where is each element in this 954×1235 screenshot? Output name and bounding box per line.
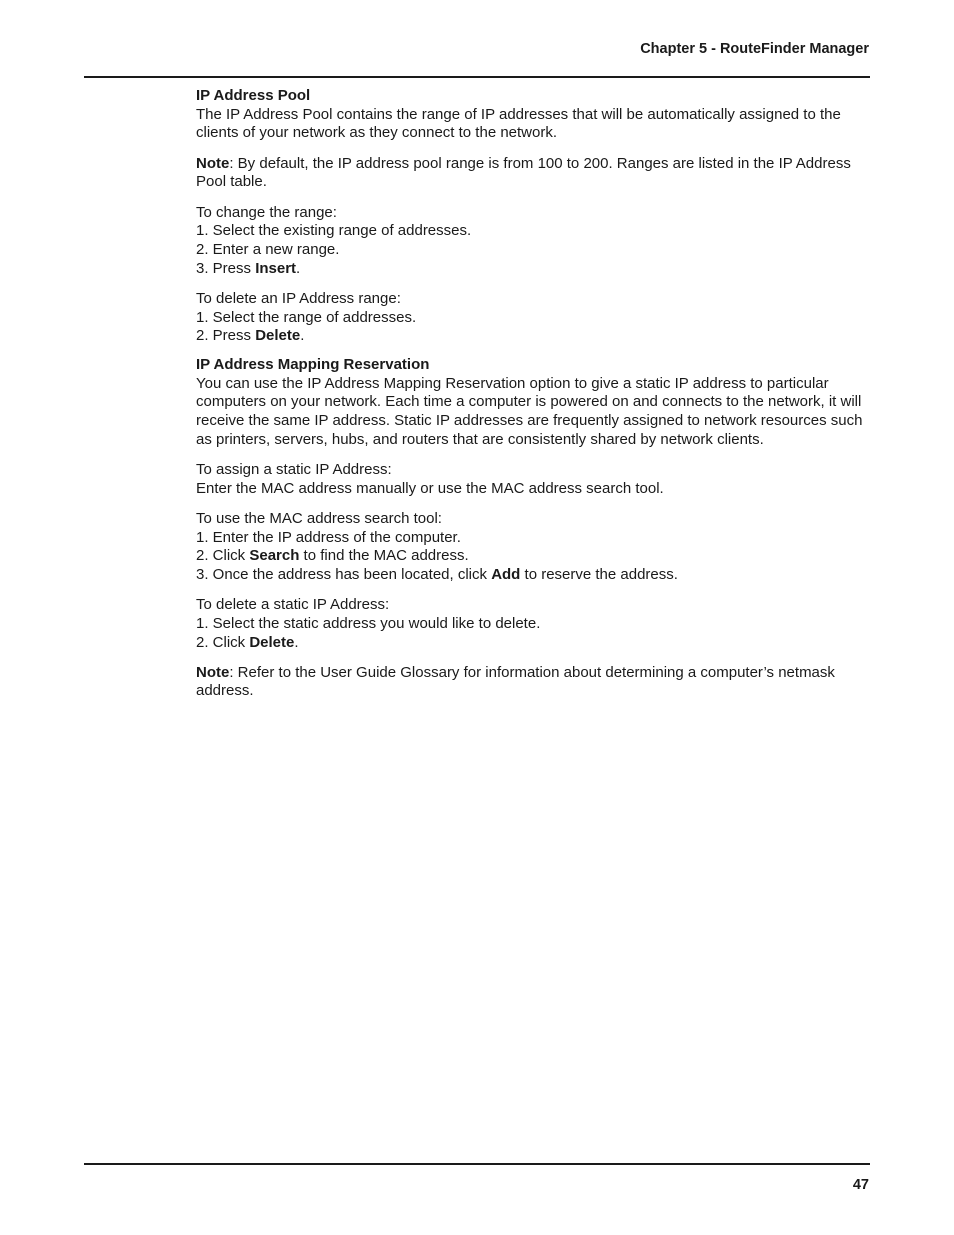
delete-label: Delete	[255, 327, 301, 345]
change-range-step-3-post: .	[296, 259, 301, 277]
delete-static-label: Delete	[249, 633, 295, 651]
search-label: Search	[249, 547, 300, 565]
ip-address-pool-heading: IP Address Pool	[196, 87, 311, 104]
add-label: Add	[491, 565, 521, 583]
delete-range-step-2-post: .	[300, 327, 305, 345]
pool-note	[196, 155, 872, 192]
footer-rule	[84, 1163, 870, 1165]
change-range-step-2: 2. Enter a new range.	[196, 240, 340, 258]
delete-static-step-2-post: .	[294, 633, 299, 651]
delete-static-step-1: 1. Select the static address you would like to delete.	[196, 614, 541, 632]
netmask-note	[196, 664, 872, 701]
delete-range-step-2	[196, 327, 872, 346]
mac-search-step-2-post: to find the MAC address.	[299, 547, 469, 565]
ip-mapping-section	[196, 356, 872, 450]
delete-range-step-2-pre: 2. Press	[196, 327, 256, 345]
delete-static-step-2	[196, 634, 872, 653]
ip-mapping-intro: You can use the IP Address Mapping Reservation option to give a static IP address to particular computers on your network. Each time a computer is powered on and connects to the network, it will receive the same IP address. Static IP addresses are frequently assigned to network resources such as printers, servers, hubs, and routers that are consistently shared by network clients.	[196, 374, 863, 448]
change-range-step-3-pre: 3. Press	[196, 259, 256, 277]
pool-note-label: Note	[196, 154, 230, 172]
mac-search-instructions	[196, 510, 872, 585]
change-range-intro: To change the range:	[196, 203, 337, 221]
assign-static-text: Enter the MAC address manually or use the MAC address search tool.	[196, 479, 664, 497]
mac-search-step-3-post: to reserve the address.	[520, 565, 678, 583]
delete-range-instructions	[196, 290, 872, 346]
delete-static-step-2-pre: 2. Click	[196, 633, 250, 651]
page-number: 47	[852, 1177, 869, 1193]
ip-address-pool-section	[196, 87, 872, 143]
change-range-instructions	[196, 204, 872, 279]
assign-static-intro: To assign a static IP Address:	[196, 460, 392, 478]
insert-label: Insert	[255, 259, 297, 277]
mac-search-step-3	[196, 566, 872, 585]
change-range-step-1: 1. Select the existing range of addresses.	[196, 222, 472, 240]
header-rule	[84, 76, 870, 78]
delete-static-instructions	[196, 596, 872, 652]
chapter-title: Chapter 5 - RouteFinder Manager	[640, 41, 869, 57]
netmask-note-text: : Refer to the User Guide Glossary for information about determining a computer’s netmask address.	[196, 663, 835, 700]
delete-range-intro: To delete an IP Address range:	[196, 289, 401, 307]
ip-address-pool-intro: The IP Address Pool contains the range of IP addresses that will be automatically assigned to the clients of your network as they connect to the network.	[196, 105, 841, 142]
ip-mapping-heading: IP Address Mapping Reservation	[196, 355, 430, 373]
delete-static-intro: To delete a static IP Address:	[196, 596, 390, 614]
assign-static-instructions	[196, 461, 872, 498]
mac-search-step-2	[196, 547, 872, 566]
mac-search-step-2-pre: 2. Click	[196, 547, 250, 565]
mac-search-step-1: 1. Enter the IP address of the computer.	[196, 528, 461, 546]
pool-note-text: : By default, the IP address pool range is from 100 to 200. Ranges are listed in the IP Address Pool table.	[196, 154, 851, 191]
mac-search-intro: To use the MAC address search tool:	[196, 509, 442, 527]
page-content	[196, 87, 872, 713]
delete-range-step-1: 1. Select the range of addresses.	[196, 308, 417, 326]
mac-search-step-3-pre: 3. Once the address has been located, click	[196, 565, 492, 583]
change-range-step-3	[196, 260, 872, 279]
netmask-note-label: Note	[196, 663, 230, 681]
